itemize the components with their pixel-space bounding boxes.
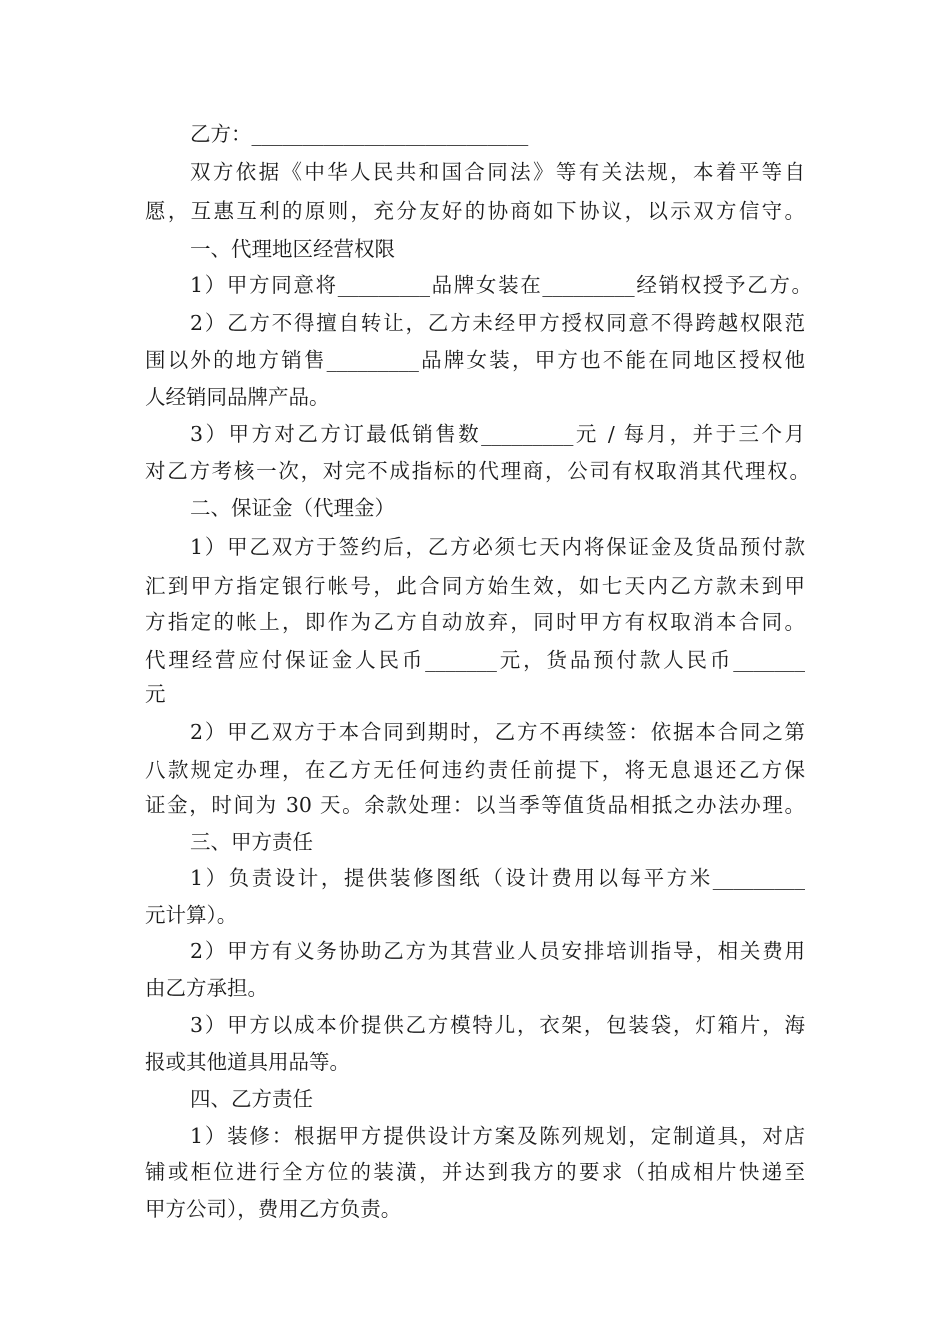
- line-text: 双方依据《中华人民共和国合同法》等有关法规，本着平等自: [190, 160, 805, 184]
- line-text: 人经销同品牌产品。: [145, 385, 330, 409]
- line-text: 乙方：___________________________: [190, 122, 529, 146]
- text-line: [0, 1009, 950, 1041]
- text-line: [0, 972, 950, 1004]
- line-text: 汇到甲方指定银行帐号，此合同方始生效，如七天内乙方款未到甲: [145, 574, 805, 598]
- text-line: [0, 1083, 950, 1115]
- text-line: [0, 1193, 950, 1225]
- text-line: [0, 418, 950, 450]
- line-text: 报或其他道具用品等。: [145, 1050, 350, 1074]
- text-line: [0, 269, 950, 301]
- line-text: 代理经营应付保证金人民币_______元，货品预付款人民币_______: [145, 648, 805, 672]
- line-text: 2）乙方不得擅自转让，乙方未经甲方授权同意不得跨越权限范: [190, 311, 805, 335]
- text-line: [0, 233, 950, 265]
- text-line: [0, 716, 950, 748]
- text-line: [0, 789, 950, 821]
- line-text: 3）甲方对乙方订最低销售数_________元 / 每月，并于三个月: [190, 422, 805, 446]
- line-text: 二、保证金（代理金）: [190, 496, 395, 520]
- text-line: [0, 531, 950, 563]
- text-line: [0, 1156, 950, 1188]
- line-text: 对乙方考核一次，对完不成指标的代理商，公司有权取消其代理权。: [145, 459, 810, 483]
- line-text: 围以外的地方销售_________品牌女装，甲方也不能在同地区授权他: [145, 348, 805, 372]
- line-text: 2）甲乙双方于本合同到期时，乙方不再续签：依据本合同之第: [190, 720, 805, 744]
- line-text: 愿，互惠互利的原则，充分友好的协商如下协议，以示双方信守。: [145, 199, 805, 223]
- line-text: 元: [145, 682, 166, 706]
- text-line: [0, 492, 950, 524]
- text-line: [0, 381, 950, 413]
- text-line: [0, 754, 950, 786]
- text-line: [0, 862, 950, 894]
- line-text: 由乙方承担。: [145, 976, 268, 1000]
- line-text: 2）甲方有义务协助乙方为其营业人员安排培训指导，相关费用: [190, 939, 805, 963]
- line-text: 甲方公司），费用乙方负责。: [145, 1197, 402, 1221]
- line-text: 元计算）。: [145, 903, 238, 927]
- text-line: [0, 307, 950, 339]
- line-text: 1）甲乙双方于签约后，乙方必须七天内将保证金及货品预付款: [190, 535, 805, 559]
- text-line: [0, 644, 950, 676]
- line-text: 铺或柜位进行全方位的装潢，并达到我方的要求（拍成相片快递至: [145, 1160, 805, 1184]
- text-line: [0, 156, 950, 188]
- text-line: [0, 826, 950, 858]
- text-line: [0, 935, 950, 967]
- text-line: [0, 344, 950, 376]
- line-text: 1）负责设计，提供装修图纸（设计费用以每平方米_________: [190, 866, 805, 890]
- line-text: 一、代理地区经营权限: [190, 237, 395, 261]
- text-line: [0, 570, 950, 602]
- line-text: 1）装修：根据甲方提供设计方案及陈列规划，定制道具，对店: [190, 1124, 805, 1148]
- line-text: 八款规定办理，在乙方无任何违约责任前提下，将无息退还乙方保: [145, 758, 805, 782]
- text-line: [0, 118, 950, 150]
- text-line: [0, 1120, 950, 1152]
- text-line: [0, 678, 950, 710]
- line-text: 三、甲方责任: [190, 830, 313, 854]
- line-text: 证金，时间为 30 天。余款处理：以当季等值货品相抵之办法办理。: [145, 793, 805, 817]
- line-text: 3）甲方以成本价提供乙方模特儿，衣架，包装袋，灯箱片，海: [190, 1013, 805, 1037]
- text-line: [0, 899, 950, 931]
- line-text: 1）甲方同意将_________品牌女装在_________经销权授予乙方。: [190, 273, 812, 297]
- line-text: 四、乙方责任: [190, 1087, 313, 1111]
- text-line: [0, 455, 950, 487]
- line-text: 方指定的帐上，即作为乙方自动放弃，同时甲方有权取消本合同。: [145, 610, 805, 634]
- text-line: [0, 195, 950, 227]
- text-line: [0, 1046, 950, 1078]
- text-line: [0, 606, 950, 638]
